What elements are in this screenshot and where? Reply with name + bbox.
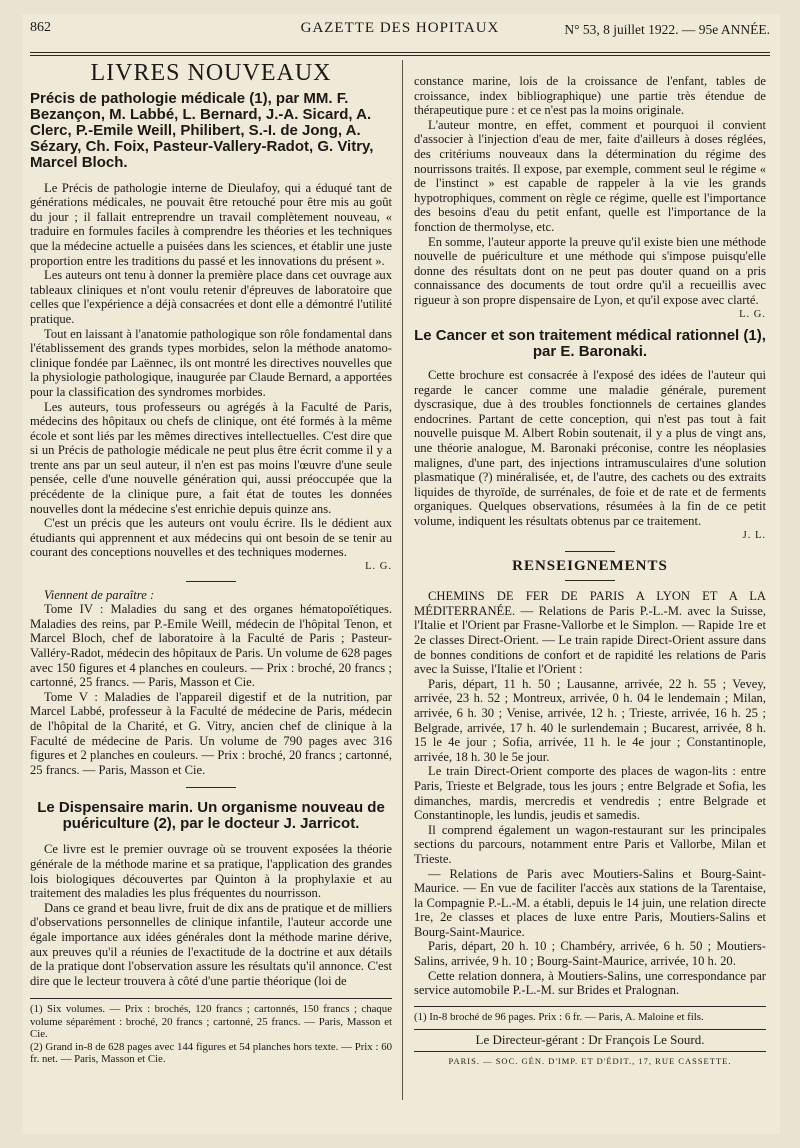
printer-line: PARIS. — SOC. GÉN. D'IMP. ET D'ÉDIT., 17, RUE CASSETTE.: [448, 1055, 732, 1066]
review-title-cancer: Le Cancer et son traitement médical rationnel (1), par E. Baronaki.: [414, 327, 766, 361]
review-paragraph: En somme, l'auteur apporte la preuve qu'il existe bien une méthode nouvelle de puériculture et une méthode qui s'impose puisqu'elle donne des résultats dont on ne peut pas douter quand on a pris connaissance des documents de tout ordre qu'il a recueillis avec rigueur à son propre dispensaire de Lyon, et qu'il expose avec clarté.: [414, 234, 766, 307]
running-head: [30, 20, 770, 42]
review-paragraph: Les auteurs, tous professeurs ou agrégés à la Faculté de Paris, médecins des hôpitaux ou chefs de clinique, ont été formés à la même école et sont liés par les mêmes directives intellectuelles. C'est dire que si un Précis de pathologie médicale ne peut plus être écrit comme il y a trente ans par un seul auteur, il n'en est pas moins l'œuvre d'une seule pensée, celle d'une nouvelle génération qui, aussi préoccupée que la précédente de la clinique pure, a fait état de toutes les données nouvelles dont la médecine s'est enrichie depuis quinze ans.: [30, 399, 392, 516]
notice-paragraph: Le train Direct-Orient comporte des places de wagon-lits : entre Paris, Trieste et Belgrade, tous les jours ; entre Belgrade et Sofia, les dimanches, mardis, mercredis et vendredis ; entre Belgrade et Constantinople, les lundis, jeudis et samedis.: [414, 764, 766, 823]
review-paragraph: Ce livre est le premier ouvrage où se trouvent exposées la théorie générale de la méthode marine et sa pratique, l'application des grandes lois biologiques découvertes par Quinton à la prophylaxie et au traitement des maladies les plus fréquentes du nourrisson.: [30, 842, 392, 901]
review-paragraph: constance marine, lois de la croissance de l'enfant, tables de croissance, index bibliographique) une partie très étendue de thérapeutique pure : et ce n'est pas la moins originale.: [414, 74, 766, 118]
footnote-rule: [30, 998, 392, 999]
separator: [565, 551, 615, 552]
signature: J. L.: [742, 529, 766, 541]
left-column: [30, 60, 392, 1065]
review-paragraph: Dans ce grand et beau livre, fruit de dix ans de pratique et de milliers d'observations personnelles de clinique infantile, l'auteur accorde une égale importance aux idées générales dont la méthode marine dérive, aux preuves qu'il a réunies de l'exactitude de la doctrine et aux détails de la pratique dont l'observation assure les résultats qu'il annonce. C'est dire que le lecteur trouvera à côté d'une partie théorique (loi de: [30, 900, 392, 988]
notice-paragraph: CHEMINS DE FER DE PARIS A LYON ET A LA MÉDITERRANÉE. — Relations de Paris P.-L.-M. avec la Suisse, l'Italie et l'Orient par Frasne-Vallorbe et le Simplon. — Rapide 1re et 2e classes Direct-Orient. — Le train rapide Direct-Orient assure dans de bonnes conditions de confort et de rapidité les relations de Paris avec la Suisse, l'Italie et l'Orient :: [414, 589, 766, 677]
notice-paragraph: — Relations de Paris avec Moutiers-Salins et Bourg-Saint-Maurice. — En vue de faciliter l'accès aux stations de la Tarentaise, la Compagnie P.-L.-M. a établi, depuis le 14 juin, une relation directe 1re, 2e classes et places de luxe entre Paris, Moutiers-Salins et Bourg-Saint-Maurice.: [414, 866, 766, 939]
footnote-rule: [414, 1006, 766, 1007]
footnote: (1) In-8 broché de 96 pages. Prix : 6 fr. — Paris, A. Maloine et fils.: [414, 1010, 704, 1023]
printer-rule: [414, 1051, 766, 1052]
separator: [565, 580, 615, 581]
notice-paragraph: Paris, départ, 20 h. 10 ; Chambéry, arrivée, 6 h. 50 ; Moutiers-Salins, arrivée, 9 h. 10 ; Bourg-Saint-Maurice, arrivée, 10 h. 20.: [414, 939, 766, 969]
section-title-livres: LIVRES NOUVEAUX: [90, 60, 332, 86]
notice-paragraph: Paris, départ, 11 h. 50 ; Lausanne, arrivée, 22 h. 55 ; Vevey, arrivée, 23 h. 52 ; Montreux, arrivée, 0 h. 04 le lendemain ; Milan, arrivée, 6 h. 30 ; Venise, arrivée, 12 h. ; Trieste, arrivée, 16 h. 25 ; Belgrade, arrivée, 17 h. 40 le surlendemain ; Bucarest, arrivée, 8 h. 15 le 4e jour ; Sofia, arrivée, 11 h. le 4e jour ; Constantinople, arrivée, 18 h. 30 le 5e jour.: [414, 676, 766, 764]
header-rule: [30, 52, 770, 53]
signature: L. G.: [739, 308, 766, 320]
separator: [186, 581, 236, 582]
footnote: (1) Six volumes. — Prix : brochés, 120 francs ; cartonnés, 150 francs ; chaque volume séparément : broché, 20 francs ; cartonné, 25 francs. — Paris, Masson et Cie.: [30, 1003, 392, 1041]
tome-entry: Tome IV : Maladies du sang et des organes hématopoïétiques. Maladies des reins, par P.-Emile Weill, médecin de l'hôpital Tenon, et Marcel Bloch, chef de laboratoire à la Faculté de Paris ; Pasteur-Valléry-Radot, médecin des hôpitaux de Paris. Un volume de 628 pages avec 150 figures et 4 planches en couleurs. — Prix : broché, 20 francs ; cartonné, 25 francs. — Paris, Masson et Cie.: [30, 602, 392, 690]
review-paragraph: L'auteur montre, en effet, comment et pourquoi il convient d'associer à l'injection d'eau de mer, faite d'ailleurs à doses réglées, des critériums nouveaux dans la détermination du régime des nourrissons traités. Il expose, par exemple, comment seul le régime « de l'instinct » est capable de rappeler à la vie les grands hypotrophiques, comment on règle ce régime, quelle est l'importance des besoins d'eau du petit enfant, quelle est l'importance de la fonction de thermolyse, etc.: [414, 117, 766, 234]
notice-paragraph: Il comprend également un wagon-restaurant sur les principales sections du parcours, notamment entre Paris et Vallorbe, Milan et Trieste.: [414, 822, 766, 866]
review-paragraph: Le Précis de pathologie interne de Dieulafoy, qui a éduqué tant de générations médicales, ne pouvait être retouché pour être mis au goût du jour ; il fallait entreprendre un travail complètement nouveau, « traduire en formules faciles à comprendre les théories et les techniques que la médecine actuelle a puisées dans les sciences, et établir une juste proportion entre les traditions du passé et les innovations du présent ».: [30, 180, 392, 268]
column-divider: [402, 60, 403, 1100]
section-title-renseignements: RENSEIGNEMENTS: [512, 558, 668, 575]
review-paragraph: Les auteurs ont tenu à donner la première place dans cet ouvrage aux tableaux cliniques et n'ont voulu retenir d'épreuves de laboratoire que celles que l'expérience a déjà consacrées et dont elle a démontré l'utilité pratique.: [30, 268, 392, 326]
review-paragraph: Tout en laissant à l'anatomie pathologique son rôle fondamental dans l'établissement des grands types morbides, selon la méthode anatomo-clinique fondée par Laënnec, ils ont montré les directives nouvelles que la physiologie pathologique, inaugurée par Claude Bernard, a apportées pour la classification des syndromes morbides.: [30, 326, 392, 399]
review-paragraph: C'est un précis que les auteurs ont voulu écrire. Ils le dédient aux étudiants qui apprennent et aux médecins qui ont besoin de se tenir au courant des conceptions nouvelles et des techniques modernes.: [30, 516, 392, 560]
journal-title: GAZETTE DES HOPITAUX: [300, 20, 500, 36]
manager-rule: [414, 1029, 766, 1030]
manager-line: Le Directeur-gérant : Dr François Le Sourd.: [475, 1032, 705, 1048]
review-paragraph: Cette brochure est consacrée à l'exposé des idées de l'auteur qui regarde le cancer comme une maladie générale, purement dyscrasique, due à des troubles fonctionnels de certaines glandes endocrines. Partant de cette conception, qui n'est pas tout à fait nouvelle puisque M. Albert Robin soutenait, il y a plus de vingt ans, une théorie analogue, M. Baronaki préconise, contre les néoplasies malignes, d'une part, des injections intramusculaires d'une solution plasmatique (?) minéralisée, et, de l'autre, des cachets ou des extraits liquides de thyroïde, de surrénales, de foie et de rate et de ferments organiques. Quelques observations, résumées à la fin de ce petit volume, indiquent les résultats obtenus par ce traitement.: [414, 368, 766, 529]
review-title-dispensaire: Le Dispensaire marin. Un organisme nouveau de puériculture (2), par le docteur J. Jarricot.: [37, 799, 385, 833]
review-title-precis: Précis de pathologie médicale (1), par MM. F. Bezançon, M. Labbé, L. Bernard, J.-A. Sicard, A. Clerc, P.-Emile Weill, Philibert, S.-I. de Jong, A. Sézary, Ch. Foix, Pasteur-Vallery-Radot, G. Vitry, Marcel Bloch.: [30, 89, 374, 171]
right-column: [414, 74, 766, 1068]
signature: L. G.: [365, 561, 392, 573]
issue-info: N° 53, 8 juillet 1922. — 95e ANNÉE.: [564, 22, 770, 37]
header-rule-2: [30, 55, 770, 56]
separator: [186, 787, 236, 788]
notice-paragraph: Cette relation donnera, à Moutiers-Salins, une correspondance par service automobile P.-L.-M. sur Brides et Pralognan.: [414, 968, 766, 998]
forthcoming-label: Viennent de paraître :: [44, 587, 155, 602]
page-number: 862: [30, 20, 51, 35]
footnote: (2) Grand in-8 de 628 pages avec 144 figures et 54 planches hors texte. — Prix : 60 fr. net. — Paris, Masson et Cie.: [30, 1040, 392, 1065]
tome-entry: Tome V : Maladies de l'appareil digestif et de la nutrition, par Marcel Labbé, professeur à la Faculté de médecine de Paris, médecin de l'hôpital de la Charité, et G. Vitry, ancien chef de clinique à la Faculté de médecine de Paris. Un volume de 790 pages avec 316 figures et 2 planches en couleurs. — Prix : broché, 20 francs ; cartonné, 25 francs. — Paris, Masson et Cie.: [30, 689, 392, 777]
